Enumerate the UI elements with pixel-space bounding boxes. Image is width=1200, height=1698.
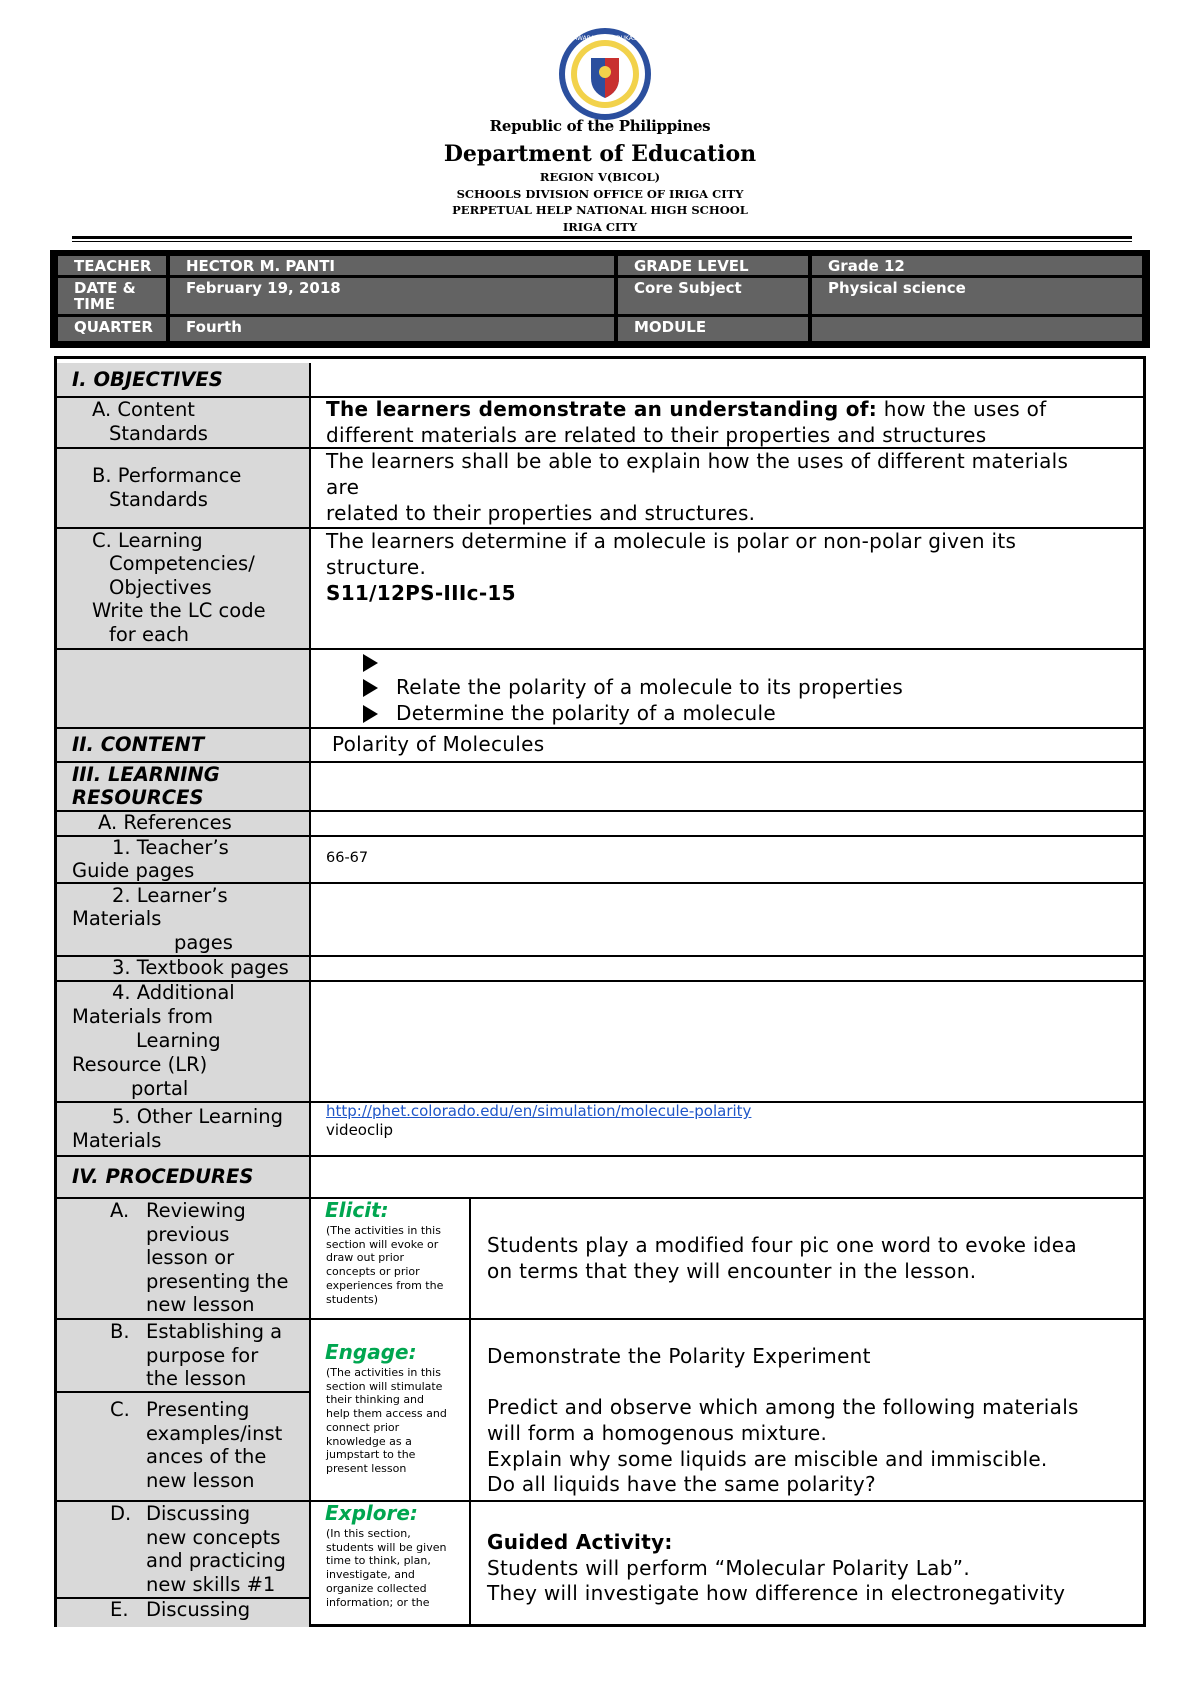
procedure-d-letter: D. — [110, 1502, 132, 1525]
seal-text: KAGAWARAN NG EDUKASYON — [560, 35, 650, 42]
bullet-item: Relate the polarity of a molecule to its properties — [363, 675, 903, 701]
info-table — [50, 250, 1150, 348]
explore-heading: Explore: — [325, 1501, 418, 1525]
module-label: MODULE — [618, 317, 808, 341]
engage-heading: Engage: — [325, 1340, 417, 1364]
additional-materials-label-5: portal — [131, 1077, 189, 1100]
header-division: SCHOOLS DIVISION OFFICE OF IRIGA CITY — [456, 187, 744, 201]
bullet-item — [363, 650, 396, 676]
bullet-item: Determine the polarity of a molecule — [363, 701, 776, 727]
elicit-heading: Elicit: — [325, 1198, 389, 1222]
other-materials-label-2: Materials — [72, 1129, 162, 1152]
procedure-d-label: Discussing new concepts and practicing new skills #1 — [146, 1502, 286, 1596]
teacher-label: TEACHER — [58, 256, 166, 275]
procedure-c-label: Presenting examples/inst ances of the new lesson — [146, 1398, 283, 1492]
elicit-text-2: on terms that they will encounter in the lesson. — [487, 1259, 977, 1283]
date-label-line2: TIME — [74, 295, 115, 313]
module-value — [812, 317, 1142, 341]
competencies-label-4: Write the LC code — [92, 599, 266, 622]
performance-standards-line3: related to their properties and structures. — [326, 501, 756, 525]
content-heading: II. CONTENT — [72, 733, 205, 756]
quarter-label: QUARTER — [58, 317, 166, 341]
learners-materials-label-1: 2. Learner’s — [112, 884, 228, 907]
competencies-label-2: Competencies/ — [109, 552, 255, 575]
procedure-a-letter: A. — [110, 1199, 130, 1222]
date-label — [58, 278, 166, 314]
references-label: A. References — [98, 811, 232, 834]
explore-title: Guided Activity: — [487, 1530, 673, 1554]
row-line — [57, 648, 1143, 650]
additional-materials-label-4: Resource (LR) — [72, 1053, 208, 1076]
performance-standards-line1: The learners shall be able to explain how the uses of different materials — [326, 449, 1069, 473]
elicit-note: (The activities in this section will evoke or draw out prior concepts or prior experiences from the students) — [326, 1224, 444, 1306]
header-region: REGION V(BICOL) — [539, 170, 661, 184]
content-standards-label-1: A. Content — [92, 398, 195, 421]
additional-materials-label-2: Materials from — [72, 1005, 213, 1028]
additional-materials-label-1: 4. Additional — [112, 981, 235, 1004]
competencies-line1: The learners determine if a molecule is polar or non-polar given its — [326, 529, 1017, 553]
lc-code: S11/12PS-IIIc-15 — [326, 581, 516, 605]
performance-standards-line2: are — [326, 475, 360, 499]
blank-label-cell — [57, 650, 310, 725]
deped-seal — [557, 26, 653, 122]
teachers-guide-label-1: 1. Teacher’s — [112, 836, 229, 859]
objectives-heading: I. OBJECTIVES — [72, 368, 223, 391]
explore-line-1: Students will perform “Molecular Polarity Lab”. — [487, 1556, 971, 1580]
content-standards-text — [326, 397, 1047, 423]
performance-standards-label-1: B. Performance — [92, 464, 242, 487]
engage-note: (The activities in this section will stimulate their thinking and help them access and connect prior knowledge as a jumpstart to the present lesson — [326, 1366, 447, 1475]
learners-materials-label-2: Materials — [72, 907, 162, 930]
row-line — [57, 1155, 1143, 1157]
column-divider — [309, 363, 311, 1627]
row-line — [57, 727, 1143, 729]
date-value: February 19, 2018 — [170, 278, 614, 314]
header-rule — [72, 236, 1132, 239]
header-city: IRIGA CITY — [562, 220, 638, 234]
competencies-label-3: Objectives — [109, 576, 212, 599]
phase-divider — [469, 1197, 471, 1627]
textbook-label: 3. Textbook pages — [112, 956, 289, 979]
content-value: Polarity of Molecules — [332, 732, 545, 756]
teacher-value: HECTOR M. PANTI — [170, 256, 614, 275]
teachers-guide-pages: 66-67 — [326, 850, 369, 866]
competencies-label-1: C. Learning — [92, 529, 203, 552]
additional-materials-label-3: Learning — [136, 1029, 221, 1052]
content-standards-line2: different materials are related to their properties and structures — [326, 423, 987, 447]
procedure-c-letter: C. — [110, 1398, 130, 1421]
content-standards-label-2: Standards — [109, 422, 208, 445]
resources-heading-1: III. LEARNING — [72, 763, 220, 786]
core-label: Core Subject — [618, 278, 808, 314]
engage-line-2: will form a homogenous mixture. — [487, 1421, 828, 1445]
teachers-guide-label-2: Guide pages — [72, 859, 195, 882]
arrow-bullet-icon — [363, 654, 378, 672]
explore-line-2: They will investigate how difference in electronegativity — [487, 1581, 1066, 1605]
procedure-b-label: Establishing a purpose for the lesson — [146, 1320, 283, 1390]
header-school: PERPETUAL HELP NATIONAL HIGH SCHOOL — [452, 203, 748, 217]
procedure-e-letter: E. — [110, 1598, 129, 1621]
grade-value: Grade 12 — [812, 256, 1142, 275]
row-line — [57, 1391, 310, 1393]
competencies-label-5: for each — [109, 623, 190, 646]
engage-title: Demonstrate the Polarity Experiment — [487, 1344, 871, 1368]
procedures-heading: IV. PROCEDURES — [72, 1165, 254, 1188]
content-standards-rest: how the uses of — [877, 397, 1047, 421]
performance-standards-label-2: Standards — [109, 488, 208, 511]
phet-simulation-link[interactable]: http://phet.colorado.edu/en/simulation/molecule-polarity — [326, 1102, 752, 1120]
procedure-a-label: Reviewing previous lesson or presenting the new lesson — [146, 1199, 289, 1316]
procedure-b-letter: B. — [110, 1320, 130, 1343]
grade-label: GRADE LEVEL — [618, 256, 808, 275]
procedure-e-label: Discussing — [146, 1598, 251, 1621]
explore-note: (In this section, students will be given time to think, plan, investigate, and organize collected information; or the — [326, 1527, 447, 1609]
content-standards-bold: The learners demonstrate an understanding of: — [326, 397, 878, 421]
row-line — [57, 761, 1143, 763]
header-rule-thin — [72, 241, 1132, 242]
arrow-bullet-icon — [363, 679, 378, 697]
other-materials-label-1: 5. Other Learning — [112, 1105, 284, 1128]
other-materials-value: videoclip — [326, 1121, 394, 1139]
learners-materials-label-3: pages — [174, 931, 233, 954]
header-republic: Republic of the Philippines — [489, 117, 711, 135]
engage-line-4: Do all liquids have the same polarity? — [487, 1472, 876, 1496]
resources-heading-2: RESOURCES — [72, 786, 204, 809]
elicit-text-1: Students play a modified four pic one word to evoke idea — [487, 1233, 1077, 1257]
competencies-line2: structure. — [326, 555, 427, 579]
header-department: Department of Education — [443, 141, 757, 167]
arrow-bullet-icon — [363, 705, 378, 723]
engage-line-3: Explain why some liquids are miscible and immiscible. — [487, 1447, 1048, 1471]
date-label-line1: DATE & — [74, 279, 136, 297]
engage-line-1: Predict and observe which among the following materials — [487, 1395, 1079, 1419]
quarter-value: Fourth — [170, 317, 614, 341]
core-value: Physical science — [812, 278, 1142, 314]
